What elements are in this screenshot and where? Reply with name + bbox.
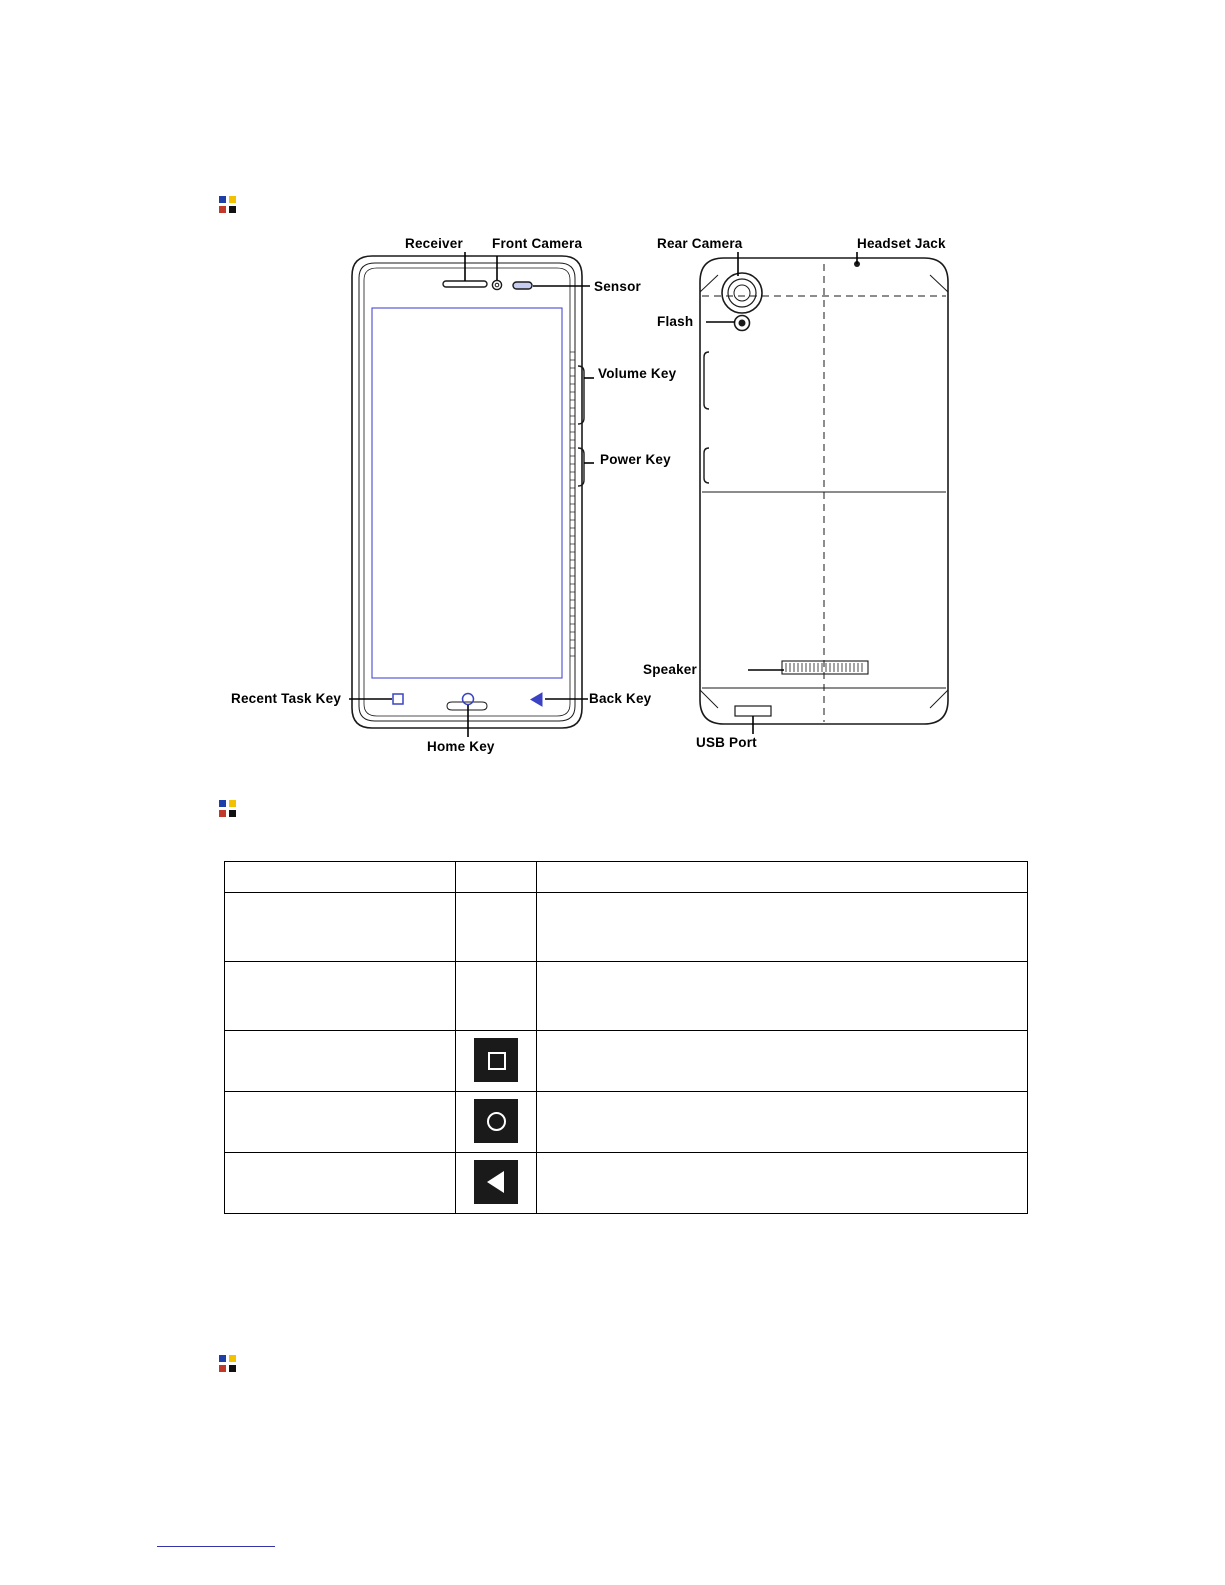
table-cell-desc: [537, 893, 1028, 962]
label-flash: Flash: [657, 314, 694, 329]
table-header-desc: [537, 862, 1028, 893]
table-cell-icon: [456, 1153, 537, 1214]
table-row: [225, 893, 1028, 962]
table-cell-name: [225, 962, 456, 1031]
home-circle-icon: [474, 1099, 518, 1143]
table-cell-desc: [537, 1031, 1028, 1092]
table-cell-desc: [537, 1092, 1028, 1153]
table-cell-name: [225, 1092, 456, 1153]
table-cell-desc: [537, 962, 1028, 1031]
table-row-header: [225, 862, 1028, 893]
label-power-key: Power Key: [600, 452, 671, 467]
table-header-icon: [456, 862, 537, 893]
table-header-name: [225, 862, 456, 893]
label-usb-port: USB Port: [696, 735, 757, 750]
footer-divider: [157, 1546, 275, 1547]
table-row-back: [225, 1153, 1028, 1214]
label-rear-camera: Rear Camera: [657, 236, 743, 251]
table-cell-icon: [456, 962, 537, 1031]
label-home-key: Home Key: [427, 739, 495, 754]
key-functions-table: [224, 861, 1028, 1214]
table-row-home: [225, 1092, 1028, 1153]
table-cell-desc: [537, 1153, 1028, 1214]
label-volume-key: Volume Key: [598, 366, 677, 381]
table-row: [225, 962, 1028, 1031]
label-back-key: Back Key: [589, 691, 652, 706]
recent-task-square-icon: [474, 1038, 518, 1082]
table-row-recent-task: [225, 1031, 1028, 1092]
label-recent-task-key: Recent Task Key: [231, 691, 342, 706]
bullet-marker-2: [218, 800, 238, 820]
label-receiver: Receiver: [405, 236, 463, 251]
table-cell-icon: [456, 1092, 537, 1153]
table-cell-icon: [456, 1031, 537, 1092]
label-speaker: Speaker: [643, 662, 697, 677]
back-triangle-icon: [474, 1160, 518, 1204]
table-cell-icon: [456, 893, 537, 962]
table-cell-name: [225, 1153, 456, 1214]
table-cell-name: [225, 893, 456, 962]
label-headset-jack: Headset Jack: [857, 236, 946, 251]
label-sensor: Sensor: [594, 279, 641, 294]
label-front-camera: Front Camera: [492, 236, 583, 251]
bullet-marker-3: [218, 1355, 238, 1375]
table-cell-name: [225, 1031, 456, 1092]
